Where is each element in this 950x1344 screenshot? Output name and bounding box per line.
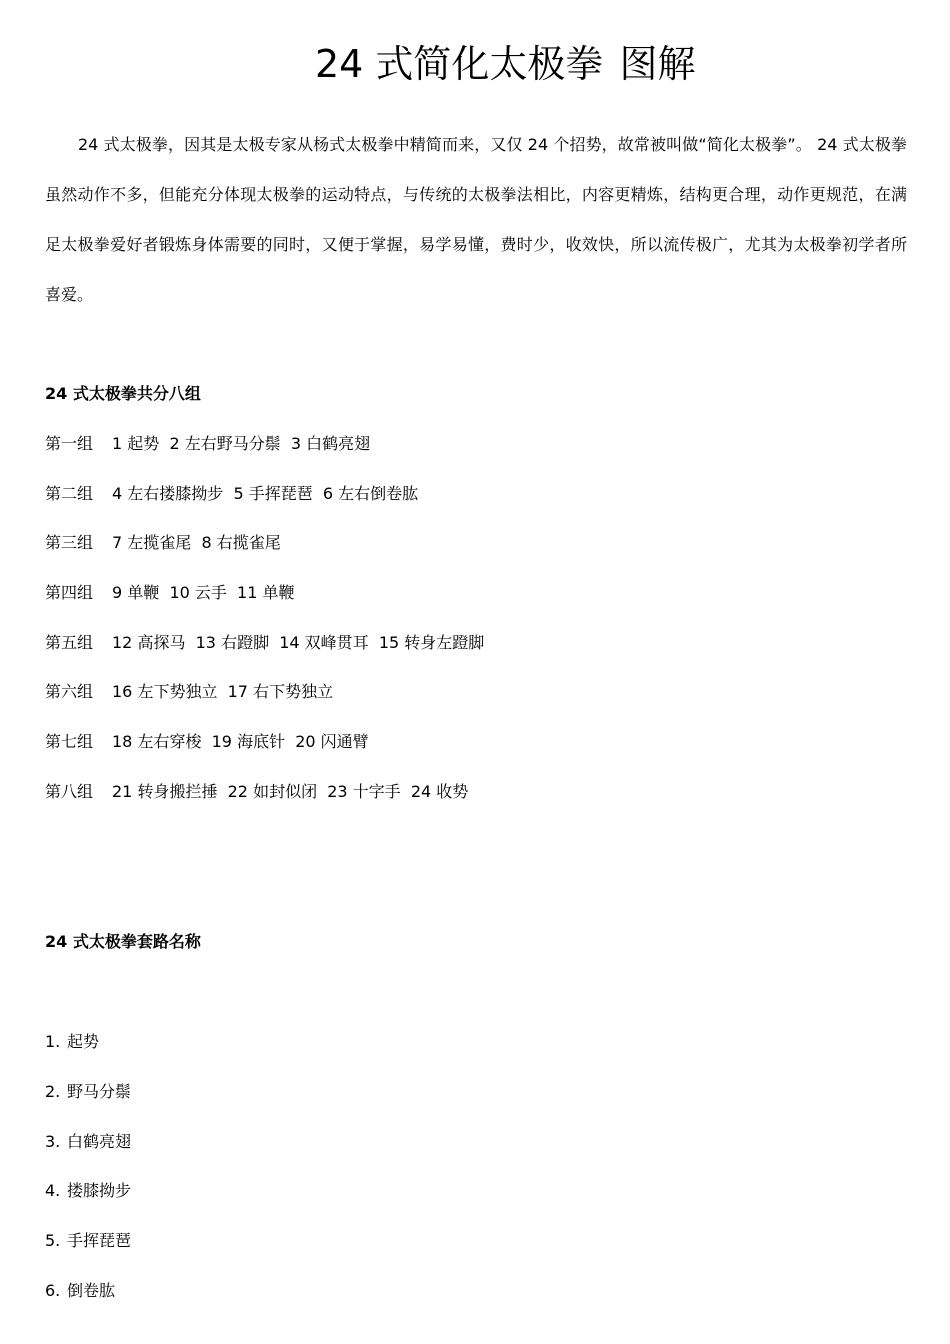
group-moves: 12 高探马 13 右蹬脚 14 双峰贯耳 15 转身左蹬脚 [112, 632, 485, 652]
form-item [45, 1027, 131, 1077]
group-label: 第六组 [45, 682, 94, 702]
groups-list [45, 429, 484, 827]
forms-heading: 24 式太极拳套路名称 [45, 932, 201, 951]
group-label: 第三组 [45, 533, 94, 553]
group-item [45, 677, 484, 727]
group-label: 第一组 [45, 434, 94, 453]
form-name: 白鹤亮翅 [67, 1131, 132, 1151]
group-label: 第七组 [45, 732, 94, 752]
form-number: 6. [45, 1280, 61, 1300]
form-item [45, 1127, 131, 1177]
group-item [45, 628, 484, 678]
title-sub: 图解 [619, 42, 696, 86]
group-moves: 7 左揽雀尾 8 右揽雀尾 [112, 533, 281, 553]
group-label: 第二组 [45, 483, 94, 503]
form-number: 5. [45, 1231, 61, 1251]
form-name: 手挥琵琶 [67, 1231, 132, 1251]
form-item [45, 1077, 131, 1127]
form-number: 2. [45, 1081, 61, 1101]
group-item [45, 429, 484, 479]
group-item [45, 727, 484, 777]
group-item [45, 578, 484, 628]
form-name: 倒卷肱 [67, 1280, 116, 1300]
group-moves: 4 左右搂膝拗步 5 手挥琵琶 6 左右倒卷肱 [112, 483, 419, 503]
page-title [0, 36, 950, 92]
form-name: 搂膝拗步 [67, 1181, 132, 1201]
group-moves: 18 左右穿梭 19 海底针 20 闪通臂 [112, 732, 369, 752]
form-name: 起势 [67, 1032, 100, 1051]
group-moves: 16 左下势独立 17 右下势独立 [112, 682, 334, 702]
form-name: 野马分鬃 [67, 1081, 132, 1101]
group-label: 第四组 [45, 583, 94, 603]
form-number: 1. [45, 1032, 61, 1051]
form-item [45, 1176, 131, 1226]
group-moves: 21 转身搬拦捶 22 如封似闭 23 十字手 24 收势 [112, 781, 469, 801]
group-moves: 1 起势 2 左右野马分鬃 3 白鹤亮翅 [112, 434, 371, 453]
intro-paragraph: 24 式太极拳，因其是太极专家从杨式太极拳中精简而来，又仅 24 个招势，故常被叫做“简化太极拳”。 24 式太极拳虽然动作不多，但能充分体现太极拳的运动特点，与传统的太极拳法相比，内容更精炼，结构更合理，动作更规范，在满足太极拳爱好者锻炼身体需要的同时，又便于掌握，易学易懂，费时少，收效快，所以流传极广，尤其为太极拳初学者所喜爱。 [45, 135, 907, 304]
form-item [45, 1226, 131, 1276]
group-item [45, 777, 484, 827]
group-item [45, 528, 484, 578]
group-item [45, 479, 484, 529]
group-label: 第八组 [45, 781, 94, 801]
groups-heading: 24 式太极拳共分八组 [45, 384, 201, 403]
intro-section [45, 120, 907, 320]
form-item [45, 1276, 131, 1326]
group-moves: 9 单鞭 10 云手 11 单鞭 [112, 583, 295, 603]
group-label: 第五组 [45, 632, 94, 652]
form-number: 3. [45, 1131, 61, 1151]
title-main: 24 式简化太极拳 [315, 42, 604, 86]
form-number: 4. [45, 1181, 61, 1201]
forms-list [45, 1027, 131, 1326]
